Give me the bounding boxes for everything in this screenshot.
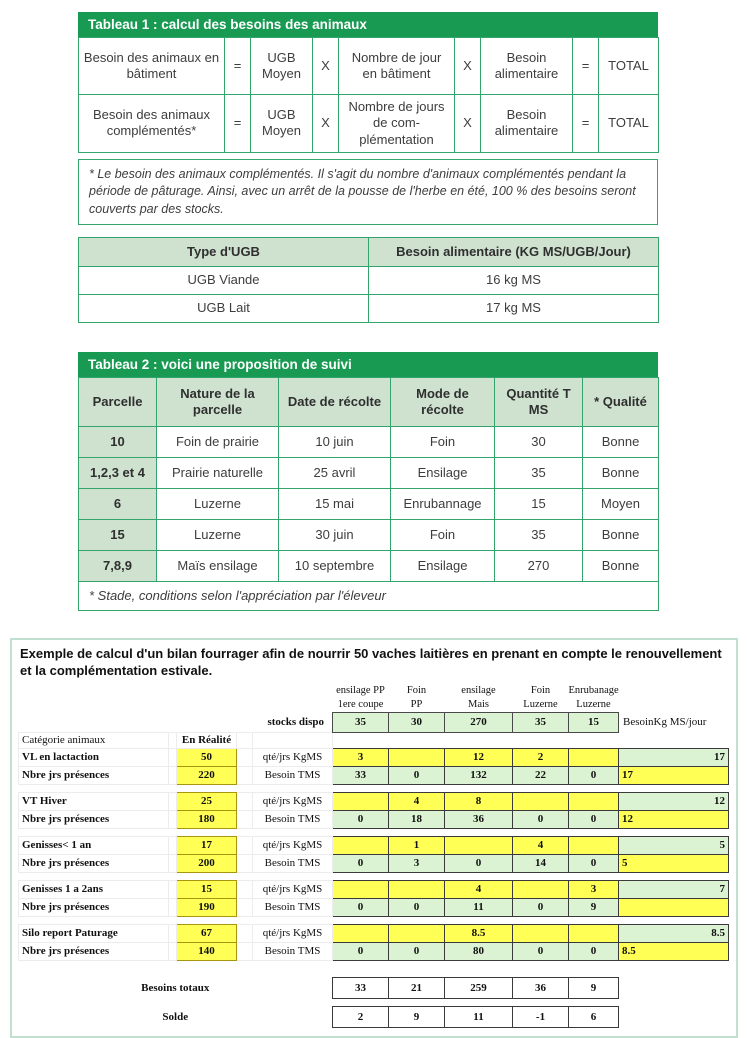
ugb-table (78, 237, 659, 323)
tableau2-header-cell: Date de récolte (279, 378, 391, 427)
ugb-row (79, 267, 659, 295)
tableau2-cell: 15 (495, 489, 583, 520)
qty-cell: 4 (389, 792, 445, 810)
colheader: Luzerne (576, 699, 611, 711)
days-cell: 220 (177, 766, 237, 784)
tms-cell: 0 (389, 942, 445, 960)
total-cell: 259 (445, 977, 513, 998)
solde-cell: 11 (445, 1006, 513, 1027)
tableau2-row (79, 520, 659, 551)
tms-cell: 0 (569, 854, 619, 872)
tableau2-footnote-row (79, 582, 659, 611)
ugb-header-cell: Besoin alimentaire (KG MS/UGB/Jour) (369, 238, 659, 267)
tms-cell: 0 (569, 810, 619, 828)
ugb-row (79, 295, 659, 323)
total-cell: 36 (513, 977, 569, 998)
bilan-colheader-row2 (19, 698, 729, 713)
count-cell: 50 (177, 748, 237, 766)
tableau1-cell: Nombre de jours de com-plémentation (339, 95, 455, 153)
stock-cell: 35 (333, 712, 389, 732)
count-cell: 67 (177, 924, 237, 942)
days-label: Nbre jrs présences (19, 810, 169, 828)
tableau2-header-row (79, 378, 659, 427)
days-label: Nbre jrs présences (19, 766, 169, 784)
solde-cell: 9 (389, 1006, 445, 1027)
colheader: ensilage (461, 685, 496, 697)
ugb-header-cell: Type d'UGB (79, 238, 369, 267)
qty-cell (333, 880, 389, 898)
count-cell: 15 (177, 880, 237, 898)
qty-cell (513, 924, 569, 942)
tableau1-footnote: * Le besoin des animaux complémentés. Il s'agit du nombre d'animaux complémentés pendant la période de pâturage. Ainsi, avec un arrêt de la pousse de l'herbe en été, 100 % des besoins seront couverts par des stocks. (78, 159, 658, 226)
besoins-totaux-label: Besoins totaux (141, 981, 210, 994)
tableau2-cell: Moyen (583, 489, 659, 520)
tms-label: Besoin TMS (253, 854, 333, 872)
tableau2-row (79, 489, 659, 520)
tableau2-row (79, 427, 659, 458)
tableau2-cell: Luzerne (157, 489, 279, 520)
tms-cell: 0 (513, 898, 569, 916)
tms-cell: 11 (445, 898, 513, 916)
tableau2-header-cell: Parcelle (79, 378, 157, 427)
category-qty-row (19, 924, 729, 942)
tms-cell: 18 (389, 810, 445, 828)
tms-cell: 0 (333, 854, 389, 872)
bilan-title: Exemple de calcul d'un bilan fourrager afin de nourrir 50 vaches laitières en prenant en compte le renouvellement et la complémentation estivale. (20, 646, 722, 678)
tms-total-cell: 12 (619, 810, 729, 828)
tableau2-cell: Bonne (583, 458, 659, 489)
stock-cell: 30 (389, 712, 445, 732)
colheader: PP (410, 699, 423, 711)
category-name: Genisses< 1 an (19, 836, 169, 854)
tableau2-cell: Ensilage (391, 458, 495, 489)
days-label: Nbre jrs présences (19, 854, 169, 872)
qty-cell (569, 836, 619, 854)
equals-sign: = (573, 95, 599, 153)
qty-cell: 4 (445, 880, 513, 898)
days-label: Nbre jrs présences (19, 898, 169, 916)
qty-total-cell: 12 (619, 792, 729, 810)
tableau1-cell: Besoin des animaux en bâtiment (79, 38, 225, 95)
total-cell: 33 (333, 977, 389, 998)
stock-cell: 15 (569, 712, 619, 732)
colheader: Enrubanage (568, 685, 619, 697)
tms-cell: 0 (445, 854, 513, 872)
tableau1-cell: UGB Moyen (251, 38, 313, 95)
category-name: VT Hiver (19, 792, 169, 810)
tableau2-cell: 35 (495, 520, 583, 551)
tableau2-cell: Prairie naturelle (157, 458, 279, 489)
colheader: ensilage PP (336, 685, 385, 697)
tms-cell: 0 (513, 810, 569, 828)
tms-cell: 0 (389, 766, 445, 784)
tableau2-cell: Foin (391, 427, 495, 458)
category-qty-row (19, 880, 729, 898)
tms-cell: 80 (445, 942, 513, 960)
qty-cell: 12 (445, 748, 513, 766)
category-name: Genisses 1 a 2ans (19, 880, 169, 898)
tms-cell: 0 (333, 810, 389, 828)
multiply-sign: X (313, 38, 339, 95)
qty-cell (569, 924, 619, 942)
besoins-totaux-row (19, 977, 729, 998)
qty-total-cell: 7 (619, 880, 729, 898)
parcelle-cell: 7,8,9 (79, 551, 157, 582)
colheader: Foin (530, 685, 551, 697)
tableau2-cell: Luzerne (157, 520, 279, 551)
stock-cell: 270 (445, 712, 513, 732)
tms-label: Besoin TMS (253, 898, 333, 916)
total-cell: 21 (389, 977, 445, 998)
category-name: VL en lactaction (19, 748, 169, 766)
qty-cell: 3 (569, 880, 619, 898)
tableau2-row (79, 458, 659, 489)
qty-cell (513, 792, 569, 810)
tableau2-cell: Ensilage (391, 551, 495, 582)
solde-cell: 2 (333, 1006, 389, 1027)
besoin-unit-label: BesoinKg MS/jour (623, 716, 707, 729)
tableau2-footnote: * Stade, conditions selon l'appréciation par l'éleveur (79, 582, 659, 611)
tableau1-section (78, 12, 658, 225)
qty-cell (389, 924, 445, 942)
solde-cell: 6 (569, 1006, 619, 1027)
tms-cell: 0 (569, 942, 619, 960)
ugb-cell: UGB Viande (79, 267, 369, 295)
equals-sign: = (573, 38, 599, 95)
tableau2-cell: 30 juin (279, 520, 391, 551)
qty-cell (389, 880, 445, 898)
qty-cell (333, 836, 389, 854)
qty-cell: 8.5 (445, 924, 513, 942)
qty-cell (389, 748, 445, 766)
bilan-colheader-row1 (19, 684, 729, 698)
category-tms-row (19, 810, 729, 828)
tableau2-header-cell: Mode de récolte (391, 378, 495, 427)
qty-total-cell: 8.5 (619, 924, 729, 942)
tableau2-cell: 25 avril (279, 458, 391, 489)
qty-cell (333, 792, 389, 810)
tableau2-cell: Bonne (583, 520, 659, 551)
tableau1-row (79, 95, 659, 153)
category-header: Catégorie animaux (19, 732, 169, 748)
qty-label: qté/jrs KgMS (253, 836, 333, 854)
total-cell: 9 (569, 977, 619, 998)
qty-label: qté/jrs KgMS (253, 748, 333, 766)
tableau2-cell: Enrubannage (391, 489, 495, 520)
tableau2-header-cell: Nature de la parcelle (157, 378, 279, 427)
tms-cell: 9 (569, 898, 619, 916)
parcelle-cell: 10 (79, 427, 157, 458)
equals-sign: = (225, 95, 251, 153)
tableau2-cell: 10 juin (279, 427, 391, 458)
tableau2-cell: Foin de prairie (157, 427, 279, 458)
ugb-header-row (79, 238, 659, 267)
category-qty-row (19, 836, 729, 854)
tableau2-row (79, 551, 659, 582)
colheader: Luzerne (523, 699, 558, 711)
tms-cell: 132 (445, 766, 513, 784)
realite-header: En Réalité (177, 732, 237, 748)
tableau2-cell: 270 (495, 551, 583, 582)
multiply-sign: X (455, 95, 481, 153)
qty-cell: 1 (389, 836, 445, 854)
tableau1-cell: Besoin des animaux complémentés* (79, 95, 225, 153)
qty-label: qté/jrs KgMS (253, 792, 333, 810)
tableau1-cell: Besoin alimentaire (481, 38, 573, 95)
stock-cell: 35 (513, 712, 569, 732)
tableau1-table (78, 37, 659, 153)
qty-cell: 3 (333, 748, 389, 766)
tms-cell: 33 (333, 766, 389, 784)
tms-cell: 14 (513, 854, 569, 872)
category-tms-row (19, 898, 729, 916)
tms-label: Besoin TMS (253, 810, 333, 828)
category-tms-row (19, 942, 729, 960)
colheader: Foin (406, 685, 427, 697)
tms-cell: 3 (389, 854, 445, 872)
tms-total-cell: 17 (619, 766, 729, 784)
multiply-sign: X (455, 38, 481, 95)
bilan-section (10, 638, 738, 1038)
category-qty-row (19, 792, 729, 810)
colheader: 1ere coupe (337, 699, 384, 711)
tms-cell: 0 (569, 766, 619, 784)
tableau1-cell: UGB Moyen (251, 95, 313, 153)
tableau2-cell: 30 (495, 427, 583, 458)
tms-cell: 22 (513, 766, 569, 784)
solde-label: Solde (162, 1010, 189, 1023)
parcelle-cell: 6 (79, 489, 157, 520)
days-cell: 200 (177, 854, 237, 872)
qty-cell (333, 924, 389, 942)
days-cell: 190 (177, 898, 237, 916)
category-tms-row (19, 766, 729, 784)
qty-label: qté/jrs KgMS (253, 880, 333, 898)
tableau2-cell: 10 septembre (279, 551, 391, 582)
qty-total-cell: 5 (619, 836, 729, 854)
tableau2-cell: 35 (495, 458, 583, 489)
solde-row (19, 1006, 729, 1027)
equals-sign: = (225, 38, 251, 95)
tms-label: Besoin TMS (253, 942, 333, 960)
qty-cell (513, 880, 569, 898)
tms-label: Besoin TMS (253, 766, 333, 784)
tms-cell: 36 (445, 810, 513, 828)
qty-cell: 8 (445, 792, 513, 810)
parcelle-cell: 1,2,3 et 4 (79, 458, 157, 489)
category-header-row (19, 732, 729, 748)
parcelle-cell: 15 (79, 520, 157, 551)
tableau2-title-bar: Tableau 2 : voici une proposition de suivi (78, 352, 658, 377)
tableau1-total-cell: TOTAL (599, 95, 659, 153)
qty-cell (569, 748, 619, 766)
tableau2-cell: Maïs ensilage (157, 551, 279, 582)
count-cell: 25 (177, 792, 237, 810)
tms-total-cell (619, 898, 729, 916)
ugb-cell: 16 kg MS (369, 267, 659, 295)
category-qty-row (19, 748, 729, 766)
count-cell: 17 (177, 836, 237, 854)
tableau1-row (79, 38, 659, 95)
tms-cell: 0 (333, 942, 389, 960)
tms-cell: 0 (389, 898, 445, 916)
tms-total-cell: 5 (619, 854, 729, 872)
multiply-sign: X (313, 95, 339, 153)
days-label: Nbre jrs présences (19, 942, 169, 960)
tableau2-cell: Bonne (583, 551, 659, 582)
qty-cell (569, 792, 619, 810)
tableau2-header-cell: Quantité T MS (495, 378, 583, 427)
bilan-table (18, 684, 729, 1028)
stocks-label: stocks dispo (267, 716, 324, 729)
tms-cell: 0 (513, 942, 569, 960)
tableau2-cell: 15 mai (279, 489, 391, 520)
days-cell: 140 (177, 942, 237, 960)
solde-cell: -1 (513, 1006, 569, 1027)
stocks-row (19, 712, 729, 732)
qty-label: qté/jrs KgMS (253, 924, 333, 942)
tableau2-header-cell: * Qualité (583, 378, 659, 427)
tableau1-title-bar: Tableau 1 : calcul des besoins des animaux (78, 12, 658, 37)
tableau1-cell: Besoin alimentaire (481, 95, 573, 153)
ugb-cell: 17 kg MS (369, 295, 659, 323)
days-cell: 180 (177, 810, 237, 828)
tableau2-cell: Foin (391, 520, 495, 551)
qty-cell: 4 (513, 836, 569, 854)
category-name: Silo report Paturage (19, 924, 169, 942)
colheader: Mais (468, 699, 489, 711)
qty-cell: 2 (513, 748, 569, 766)
category-tms-row (19, 854, 729, 872)
ugb-cell: UGB Lait (79, 295, 369, 323)
qty-total-cell: 17 (619, 748, 729, 766)
tableau1-cell: Nombre de jour en bâtiment (339, 38, 455, 95)
tableau2-cell: Bonne (583, 427, 659, 458)
qty-cell (445, 836, 513, 854)
tableau2-section (78, 352, 658, 611)
tms-total-cell: 8.5 (619, 942, 729, 960)
tableau1-total-cell: TOTAL (599, 38, 659, 95)
tms-cell: 0 (333, 898, 389, 916)
ugb-table-section (78, 237, 658, 323)
tableau2-table (78, 377, 659, 611)
